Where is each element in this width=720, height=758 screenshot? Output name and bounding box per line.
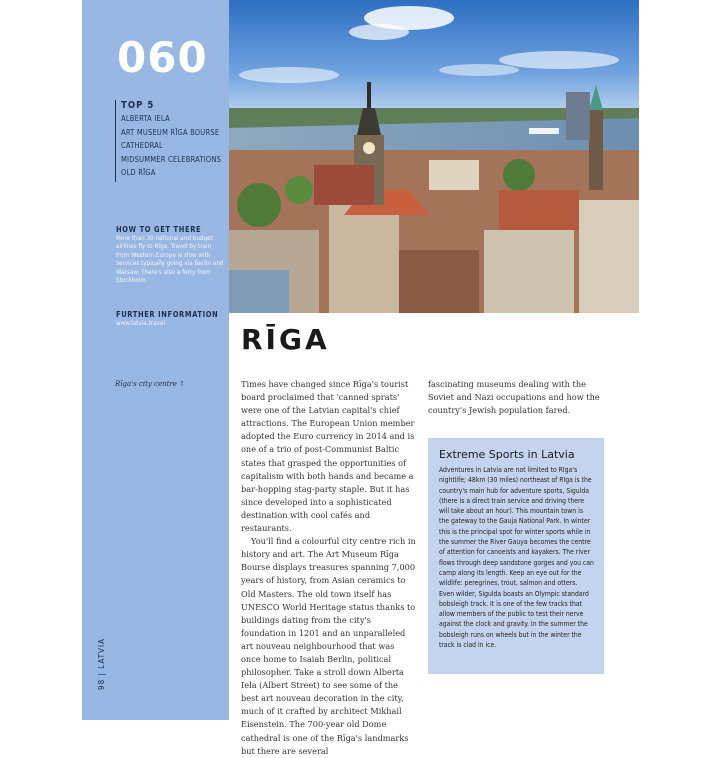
top5-item: ALBERTA IELA <box>121 114 170 123</box>
caption-text: Rīga's city centre <box>115 380 177 388</box>
top5-heading: TOP 5 <box>121 100 155 111</box>
top5-item: MIDSUMMER CELEBRATIONS <box>121 154 222 164</box>
top5-item: OLD RĪGA <box>121 168 156 177</box>
further-information-heading: FURTHER INFORMATION <box>116 310 219 319</box>
page-number: 060 <box>117 33 208 82</box>
top5-list <box>115 100 226 182</box>
further-information-link[interactable]: www.latvia.travel <box>116 320 166 327</box>
body-paragraph: Times have changed since Rīga's tourist board proclaimed that 'canned sprats' were one of the Latvian capital's chief attractions. The European Union member adopted the Euro currency in 2014 and is one of a trio of post-Communist Baltic states that grasped the opportunities of capitalism with both hands and became a bar-hopping stag-party staple. But it has since developed into a sophisticated destination with cool cafés and restaurants. <box>241 379 415 534</box>
article-column-1 <box>241 378 416 758</box>
photo-caption <box>115 380 185 388</box>
how-to-get-there-heading: HOW TO GET THERE <box>116 225 202 234</box>
top5-item: ART MUSEUM RĪGA BOURSE <box>121 127 220 137</box>
top5-item: CATHEDRAL <box>121 141 163 150</box>
running-head: 98 | LATVIA <box>97 637 106 690</box>
how-to-get-there-text: More than 30 national and budget airlines fly to Rīga. Travel by train from Western Europe is slow with services typically going via Berlin and Warsaw. There's also a ferry from Stockholm. <box>116 235 224 285</box>
city-photo <box>229 0 639 313</box>
body-paragraph: You'll find a colourful city centre rich in history and art. The Art Museum Rīga Bourse displays treasures spanning 7,000 years of history, from Asian ceramics to Old Masters. The old town itself has UNESCO World Heritage status thanks to buildings dating from the city's foundation in 1201 and an unparalleled art nouveau neighbourhood that was once home to Isaiah Berlin, political philosopher. Take a stroll down Alberta Iela (Albert Street) to see some of the best art nouveau decoration in the city, much of it crafted by architect Mikhail Eisenstein. The 700-year old Dome cathedral is one of the Rīga's landmarks but there are several <box>241 536 416 756</box>
further-information <box>116 310 224 328</box>
article-column-2 <box>428 378 608 417</box>
feature-box-title: Extreme Sports in Latvia <box>439 448 575 461</box>
body-paragraph: fascinating museums dealing with the Soviet and Nazi occupations and how the country's Jewish population fared. <box>428 379 600 416</box>
city-title: RĪGA <box>241 323 330 356</box>
feature-box-text: Adventures in Latvia are not limited to Rīga's nightlife; 48km (30 miles) northeast of Rīga is the country's main hub for adventure sports, Sigulda (there is a direct train service and driving there will take about an hour). This mountain town is the gateway to the Gauja National Park. In winter this is the principal spot for winter sports while in the summer the River Gauya becomes the centre of attention for canoeists and kayakers. The river flows through deep sandstone gorges and you can camp along its length. Keep an eye out for the wildlife: peregrines, trout, salmon and otters. Even wilder, Sigulda boasts an Olympic standard bobsleigh track. It is one of the few tracks that allow members of the public to test their nerve against the clock and gravity. In the summer the bobsleigh runs on wheels but in the winter the track is clad in ice. <box>439 466 594 650</box>
how-to-get-there <box>116 225 224 285</box>
arrow-up-icon: ↑ <box>179 380 186 388</box>
feature-box <box>428 438 604 674</box>
